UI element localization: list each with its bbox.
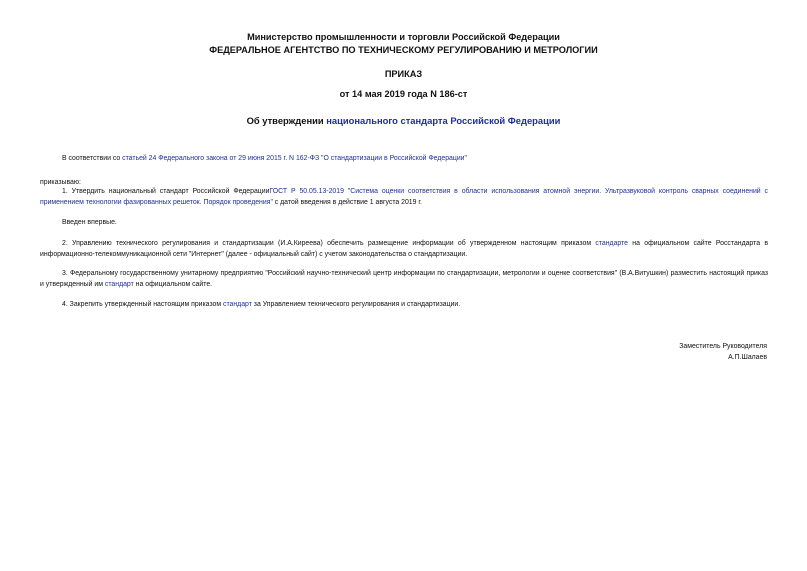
item-4-paragraph (40, 299, 768, 310)
item-3-suffix: на официальном сайте. (133, 281, 213, 288)
standard-link-item-2[interactable]: стандарте (595, 240, 628, 247)
signatory-name: А.П.Шалаев (728, 354, 767, 361)
item-1-suffix: с датой введения в действие 1 августа 2019 г. (272, 199, 422, 206)
item-3-paragraph (40, 268, 768, 290)
preamble-prefix: В соответствии со (62, 155, 123, 162)
introduced-first-note: Введен впервые. (62, 219, 117, 226)
item-2-paragraph (40, 238, 768, 260)
standard-link-item-3[interactable]: стандарт (104, 281, 134, 288)
signatory-position: Заместитель Руководителя (679, 343, 767, 350)
doc-type-heading: ПРИКАЗ (384, 69, 423, 79)
doc-date-heading: от 14 мая 2019 года N 186-ст (339, 89, 468, 99)
item-4-prefix: 4. Закрепить утвержденный настоящим приказом (62, 301, 224, 308)
item-3-prefix: 3. Федеральному государственному унитарному предприятию "Российский научно-технический центр информации по стандартизации, метрологии и оценке соответствия" (В.А.Витушкин) разместить настоящий приказ и утвержденный им (40, 270, 768, 288)
item-1-prefix: 1. Утвердить национальный стандарт Российской Федерации (62, 188, 270, 195)
preamble-paragraph (40, 153, 768, 164)
item-2-suffix: на официальном сайте Росстандарта в информационно-телекоммуникационной сети "Интернет" (далее - официальный сайт) с учетом законодательства о стандартизации. (40, 240, 768, 258)
ministry-heading: Министерство промышленности и торговли Российской Федерации (247, 32, 560, 42)
agency-heading: ФЕДЕРАЛЬНОЕ АГЕНТСТВО ПО ТЕХНИЧЕСКОМУ РЕГУЛИРОВАНИЮ И МЕТРОЛОГИИ (209, 45, 598, 55)
law-article-link[interactable]: статьей 24 Федерального закона от 29 июня 2015 г. N 162-ФЗ "О стандартизации в Российской Федерации" (122, 155, 467, 162)
doc-title-link[interactable]: национального стандарта Российской Федерации (326, 115, 561, 126)
doc-title (0, 115, 807, 126)
gost-standard-link[interactable]: ГОСТ Р 50.05.13-2019 "Система оценки соответствия в области использования атомной энергии. Ультразвуковой контроль сварных соединений с применением технологии фазированных решеток. Порядок проведения" (40, 188, 768, 206)
order-word: приказываю: (40, 179, 81, 186)
item-1-paragraph (40, 186, 768, 208)
item-2-prefix: 2. Управлению технического регулирования и стандартизации (И.А.Киреева) обеспечить размещение информации об утвержденном настоящим приказом (62, 240, 596, 247)
doc-title-prefix: Об утверждении (246, 115, 327, 126)
standard-link-item-4[interactable]: стандарт (223, 301, 252, 308)
item-4-suffix: за Управлением технического регулирования и стандартизации. (251, 301, 461, 308)
